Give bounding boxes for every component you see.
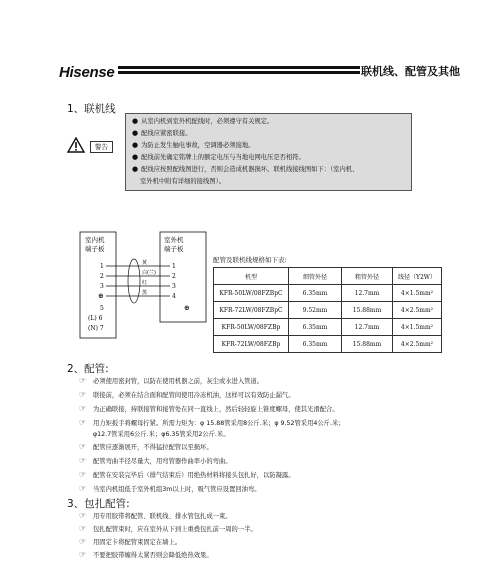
wire-label: 黑 xyxy=(142,290,148,296)
indoor-terminal: 1 xyxy=(100,263,104,270)
pointing-hand-icon: ☞ xyxy=(79,390,87,399)
list-item-text: 必须使用密封管，以防在使用机器之前，灰尘或水进入管道。 xyxy=(93,378,264,385)
list-item xyxy=(79,524,257,533)
wiring-diagram xyxy=(78,230,210,342)
warning-item: ● 配线应紧密联接。 xyxy=(132,129,191,138)
list-item-text: 用专用胶带将配管、联机线、排水管包扎成一束。 xyxy=(93,513,232,520)
list-item xyxy=(79,456,232,465)
indoor-terminal-ground: ⊕ xyxy=(98,292,104,300)
table-cell: KFR-72LW/08FZBpC xyxy=(214,302,289,319)
warning-item: ● 从室内机到室外机配线时，必须遵守有关规定。 xyxy=(132,117,273,126)
table-row xyxy=(214,336,442,353)
list-item xyxy=(79,484,261,493)
brand-logo: Hisense xyxy=(59,64,115,81)
warning-item-continued: 室外机中附有详细的接线图）。 xyxy=(140,178,226,185)
spec-table-header-row xyxy=(214,268,442,285)
table-cell: 4×1.5mm² xyxy=(393,285,442,302)
section-2-title: 2、配管: xyxy=(67,363,109,375)
table-cell: KFR-50LW/08FZBpC xyxy=(214,285,289,302)
table-cell: 4×2.5mm² xyxy=(393,302,442,319)
pointing-hand-icon: ☞ xyxy=(79,442,87,451)
spec-table xyxy=(213,267,442,353)
warning-item: ● 配线前先确定铭牌上的额定电压与当地电网电压是否相符。 xyxy=(132,153,305,162)
section-3-title: 3、包扎配管: xyxy=(67,498,130,510)
indoor-terminal: 5 xyxy=(100,305,104,312)
pointing-hand-icon: ☞ xyxy=(79,404,87,413)
table-cell: 15.88mm xyxy=(342,336,393,353)
wire-label: 白(兰) xyxy=(142,270,156,276)
outdoor-ground-symbol: ⊕ xyxy=(184,304,190,312)
outdoor-terminal: 2 xyxy=(172,273,176,280)
list-item xyxy=(79,404,339,413)
table-cell: 4×2.5mm² xyxy=(393,336,442,353)
spec-table-caption: 配管及联机线规格如下表: xyxy=(213,256,287,264)
spec-header: 粗管外径 xyxy=(342,268,393,285)
header-rule-lower xyxy=(118,71,360,74)
indoor-terminal: 3 xyxy=(100,283,104,290)
pointing-hand-icon: ☞ xyxy=(79,484,87,493)
table-cell: 9.52mm xyxy=(289,302,342,319)
section-1-title: 1、联机线 xyxy=(67,103,116,115)
list-item xyxy=(79,390,295,399)
indoor-terminal: 2 xyxy=(100,273,104,280)
warning-label: 警告 xyxy=(90,141,113,153)
table-cell: KFR-50LW/08FZBp xyxy=(214,319,289,336)
table-cell: 4×1.5mm² xyxy=(393,319,442,336)
outdoor-terminal: 4 xyxy=(172,293,176,300)
table-row xyxy=(214,319,442,336)
table-cell: 15.88mm xyxy=(342,302,393,319)
pointing-hand-icon: ☞ xyxy=(79,376,87,385)
outdoor-title-1: 室外机 xyxy=(164,236,184,244)
page-title: 联机线、配管及其他 xyxy=(361,65,460,78)
pointing-hand-icon: ☞ xyxy=(79,470,87,479)
indoor-terminal: (L) 6 xyxy=(88,315,103,322)
pointing-hand-icon: ☞ xyxy=(79,418,87,427)
table-row xyxy=(214,285,442,302)
warning-item: ● 配线应按照配线图进行，否则会造成机器损坏。联机线接线图如下：（室内机、 xyxy=(132,165,358,174)
list-item-text: 当室内机组低于室外机组3m以上时，吸气管应设置回油弯。 xyxy=(93,486,261,493)
indoor-title-2: 端子板 xyxy=(85,245,105,253)
pointing-hand-icon: ☞ xyxy=(79,550,87,559)
list-item xyxy=(79,418,345,427)
list-item xyxy=(79,470,295,479)
list-item-continued: φ12.7管采用6公斤.米；φ6.35管采用2公斤.米。 xyxy=(93,431,230,438)
indoor-title-1: 室内机 xyxy=(85,236,105,244)
pointing-hand-icon: ☞ xyxy=(79,524,87,533)
list-item-text: 配管在安装完毕后（排气结束后）用绝热材料将接头包扎好，以防凝露。 xyxy=(93,472,295,479)
list-item xyxy=(79,537,181,546)
list-item-text: 用固定卡将配管束固定在墙上。 xyxy=(93,539,182,546)
list-item xyxy=(79,442,213,451)
wire-label: 红 xyxy=(142,280,148,286)
list-item-text: 配管弯曲半径尽量大，用弯管器作曲率小的弯曲。 xyxy=(93,458,232,465)
pointing-hand-icon: ☞ xyxy=(79,456,87,465)
list-item-text: 为正确联接，持联接管和接管处在同一直线上，然后轻轻旋上锥度螺母，使其光滑配合。 xyxy=(93,406,339,413)
list-item-text: 联接前，必须在结合面和配管间使用冷冻机油，这样可以有效防止漏气。 xyxy=(93,392,295,399)
pointing-hand-icon: ☞ xyxy=(79,537,87,546)
list-item-text: 配管应逐渐展开，不得猛拉配管以至损坏。 xyxy=(93,444,213,451)
warning-item: ● 为防止发生触电事故，空调器必须接地。 xyxy=(132,141,254,150)
header-rule xyxy=(118,66,360,69)
table-row xyxy=(214,302,442,319)
list-item-text: 包扎配管束时，应在室外从下到上重叠包扎前一周的一半。 xyxy=(93,526,257,533)
outdoor-title-2: 端子板 xyxy=(164,245,184,253)
table-cell: KFR-72LW/08FZBp xyxy=(214,336,289,353)
pointing-hand-icon: ☞ xyxy=(79,511,87,520)
list-item xyxy=(79,550,213,559)
table-cell: 12.7mm xyxy=(342,285,393,302)
warning-box xyxy=(125,113,412,191)
list-item-text: 不要把胶带缠得太紧否则会降低绝热效果。 xyxy=(93,552,213,559)
spec-header: 线径（Y2W） xyxy=(393,268,442,285)
table-cell: 12.7mm xyxy=(342,319,393,336)
indoor-terminal: (N) 7 xyxy=(88,325,104,332)
table-cell: 6.35mm xyxy=(289,319,342,336)
outdoor-terminal: 3 xyxy=(172,283,176,290)
list-item xyxy=(79,511,232,520)
spec-header: 机型 xyxy=(214,268,289,285)
list-item xyxy=(79,376,263,385)
outdoor-terminal: 1 xyxy=(172,263,176,270)
wire-label: 黄 xyxy=(142,260,148,266)
table-cell: 6.35mm xyxy=(289,285,342,302)
list-item-text: 用力矩扳手将螺母拧紧。所需力矩为：φ 15.88管采用8公斤.米；φ 9.52管采用4公斤.米； xyxy=(93,420,345,427)
warning-icon xyxy=(67,137,85,153)
spec-header: 细管外径 xyxy=(289,268,342,285)
table-cell: 6.35mm xyxy=(289,336,342,353)
